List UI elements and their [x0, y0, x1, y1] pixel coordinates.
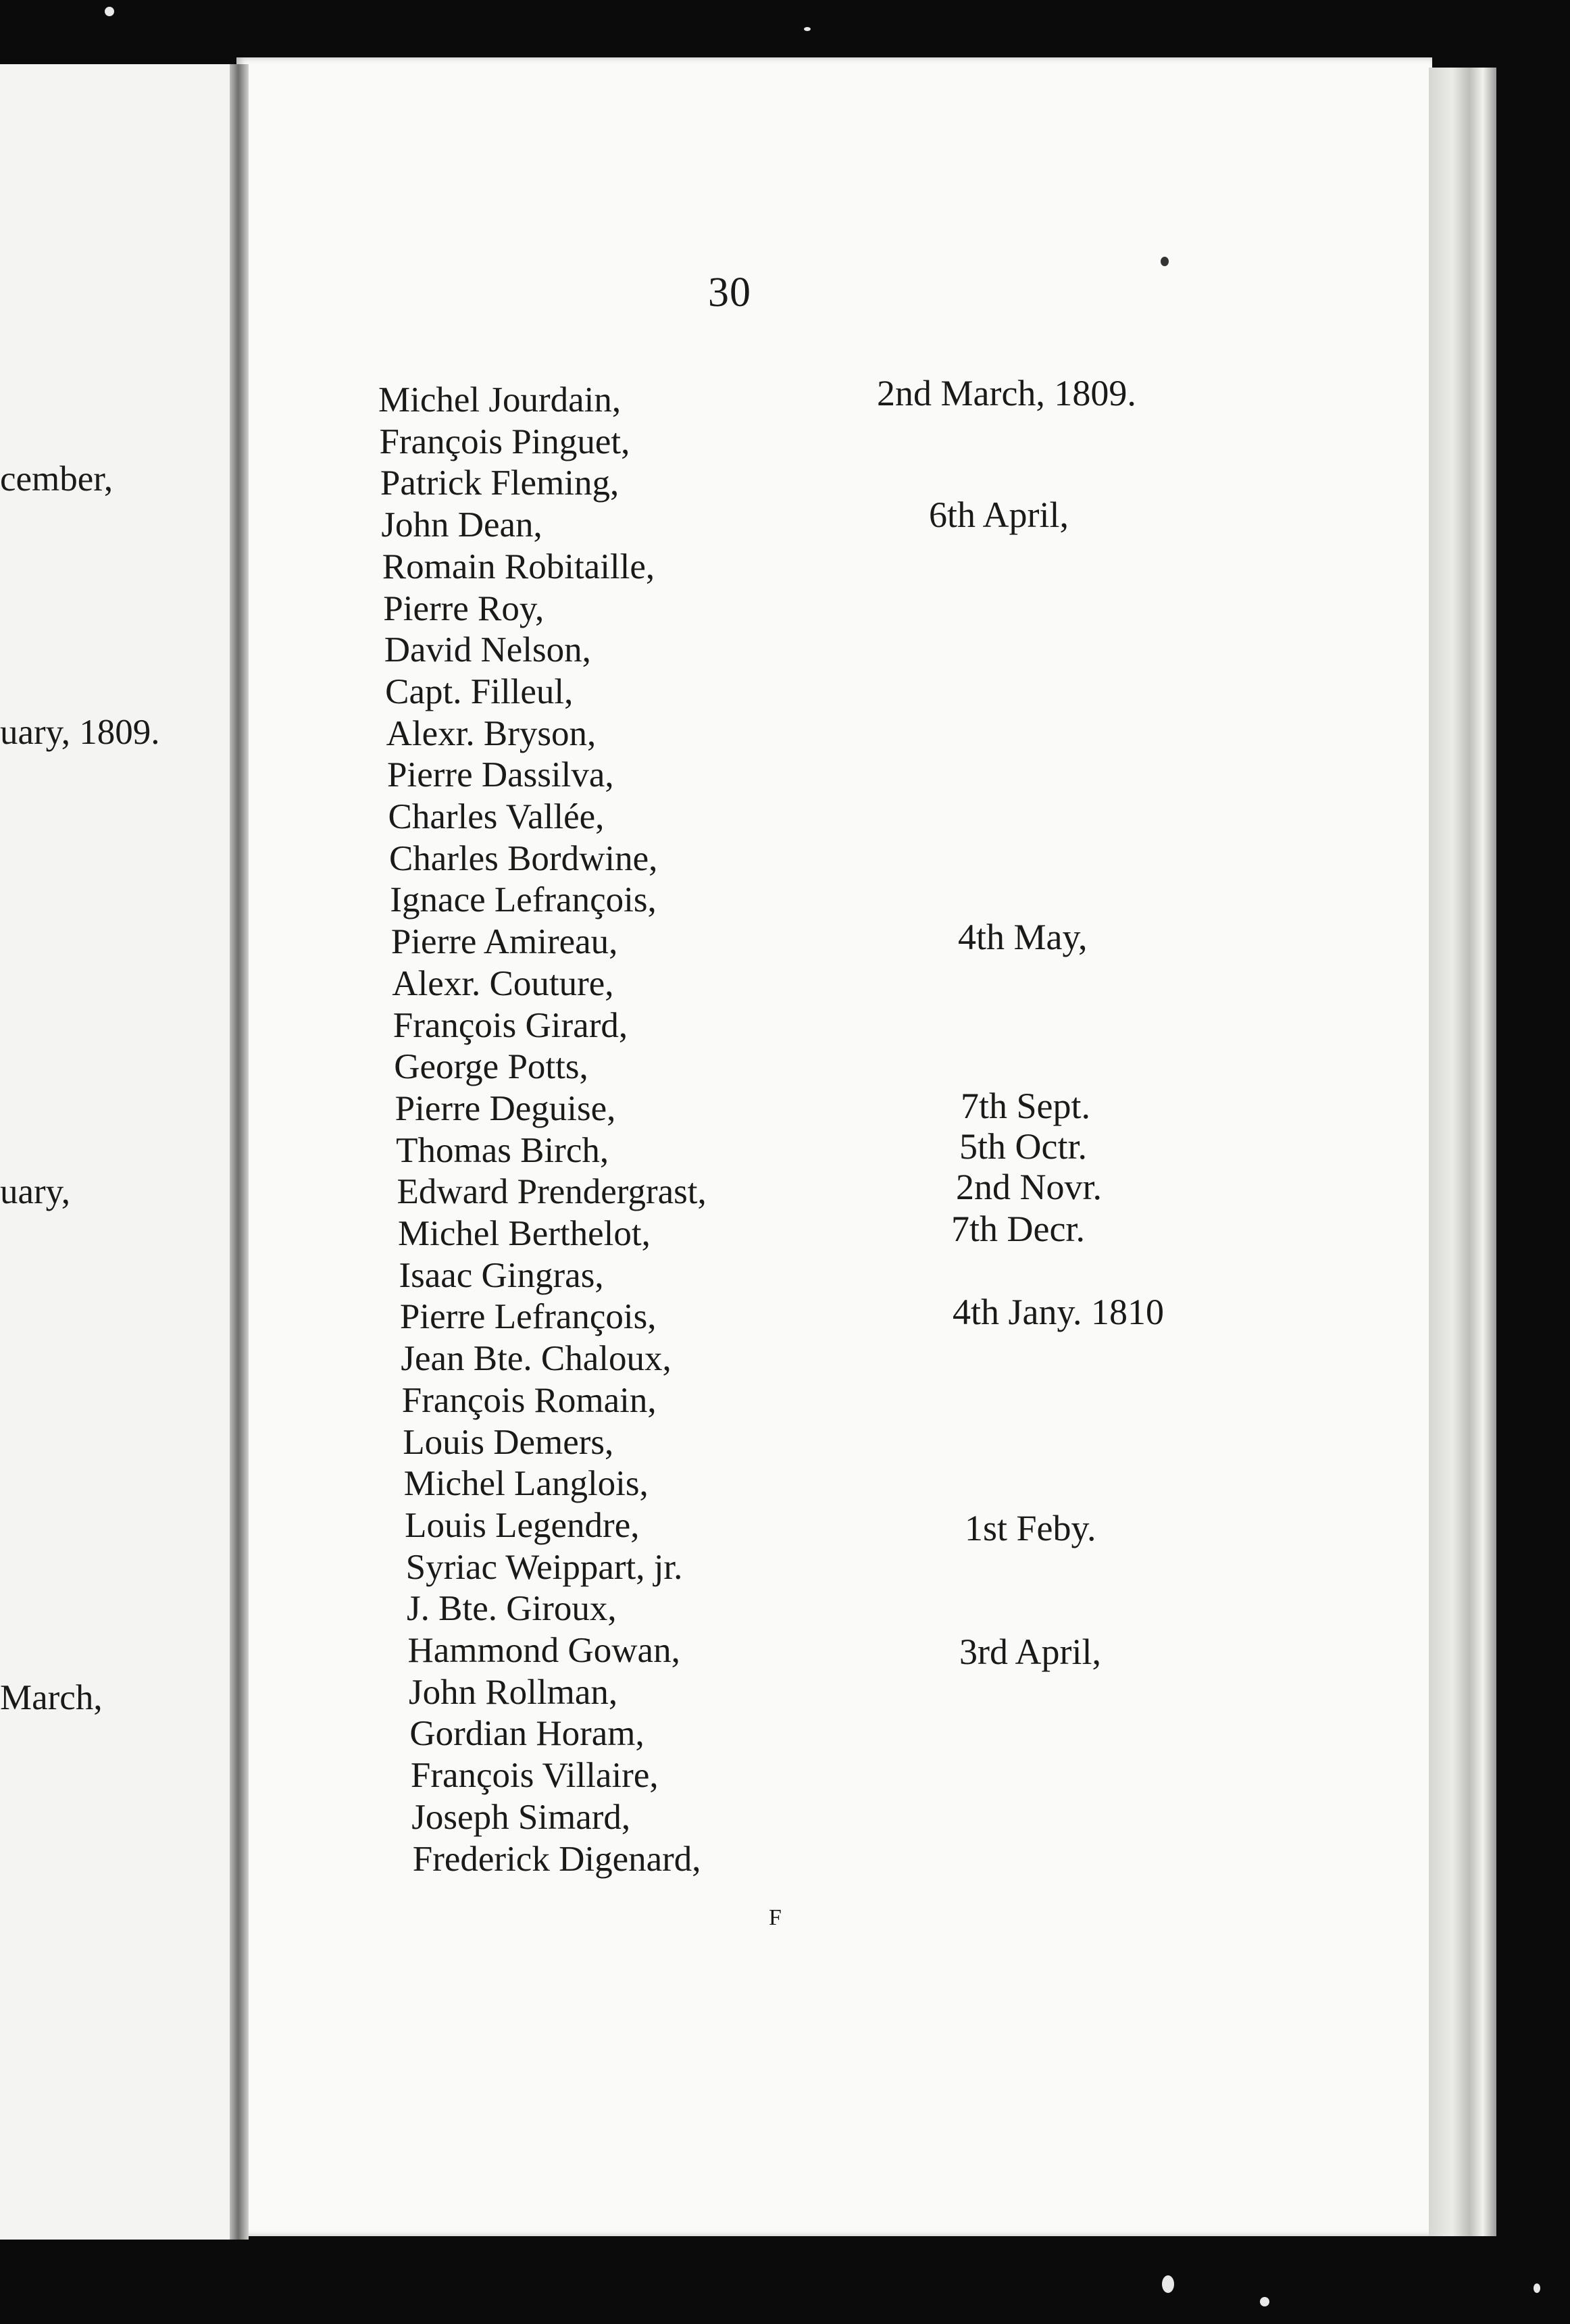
scan-speck [1162, 2275, 1174, 2293]
name-entry: Pierre Lefrançois, [399, 1297, 657, 1337]
name-entry: Jean Bte. Chaloux, [401, 1339, 672, 1379]
name-entry: François Villaire, [410, 1756, 659, 1796]
name-entry: Charles Bordwine, [388, 838, 658, 878]
name-entry: Michel Berthelot, [398, 1214, 651, 1253]
date-entry: 3rd April, [959, 1632, 1101, 1672]
ink-speck [1161, 257, 1169, 266]
name-entry: Pierre Amireau, [390, 922, 618, 962]
date-entry: 6th April, [929, 495, 1069, 535]
name-entry: Alexr. Couture, [392, 963, 614, 1003]
left-fragment: uary, [0, 1172, 70, 1211]
date-entry: 4th Jany. 1810 [953, 1292, 1164, 1332]
name-entry: Capt. Filleul, [385, 672, 574, 711]
name-entry: Michel Langlois, [403, 1464, 649, 1504]
name-entry: Alexr. Bryson, [386, 713, 597, 753]
book-binding [230, 64, 249, 2240]
date-entry: 2nd March, 1809. [877, 373, 1136, 413]
name-entry: Syriac Weippart, jr. [405, 1547, 683, 1587]
name-entry: Isaac Gingras, [399, 1255, 604, 1295]
date-entry: 7th Sept. [961, 1086, 1091, 1126]
scan-speck [1534, 2283, 1540, 2293]
name-entry: François Girard, [392, 1005, 628, 1045]
name-entry: Louis Demers, [403, 1422, 614, 1462]
date-entry: 1st Feby. [965, 1508, 1096, 1548]
left-fragment: uary, 1809. [0, 713, 160, 752]
name-entry: Frederick Digenard, [412, 1839, 701, 1879]
name-entry: J. Bte. Giroux, [407, 1589, 617, 1629]
page-number: 30 [708, 270, 751, 315]
name-entry: John Rollman, [408, 1672, 618, 1712]
name-entry: Gordian Horam, [409, 1714, 644, 1754]
name-entry: Edward Prendergrast, [397, 1172, 707, 1212]
name-entry: Joseph Simard, [411, 1797, 631, 1837]
name-entry: Thomas Birch, [396, 1130, 609, 1170]
name-entry: Pierre Roy, [383, 588, 545, 628]
date-entry: 4th May, [958, 917, 1088, 957]
name-entry: David Nelson, [384, 630, 591, 670]
scan-speck [1260, 2297, 1269, 2306]
left-fragment: cember, [0, 459, 113, 499]
name-entry: Pierre Deguise, [395, 1088, 616, 1128]
signature-mark: F [769, 1905, 782, 1930]
left-page [0, 64, 238, 2240]
name-entry: Michel Jourdain, [378, 380, 622, 420]
name-entry: Romain Robitaille, [382, 547, 655, 586]
name-entry: François Romain, [401, 1380, 657, 1420]
name-entry: Hammond Gowan, [407, 1631, 680, 1670]
date-entry: 5th Octr. [959, 1126, 1087, 1167]
name-entry: Patrick Fleming, [380, 463, 619, 503]
scan-speck [804, 27, 811, 31]
name-entry: Charles Vallée, [388, 797, 605, 836]
name-entry: Pierre Dassilva, [387, 755, 614, 795]
name-entry: Louis Legendre, [405, 1505, 640, 1545]
name-entry: Ignace Lefrançois, [390, 880, 657, 920]
name-entry: John Dean, [381, 505, 542, 545]
name-entry: François Pinguet, [379, 422, 630, 461]
scan-speck [105, 7, 114, 16]
left-fragment: March, [0, 1678, 103, 1717]
name-entry: George Potts, [394, 1047, 588, 1087]
date-entry: 2nd Novr. [956, 1167, 1102, 1207]
page-edge [1429, 68, 1496, 2236]
date-entry: 7th Decr. [951, 1209, 1085, 1249]
